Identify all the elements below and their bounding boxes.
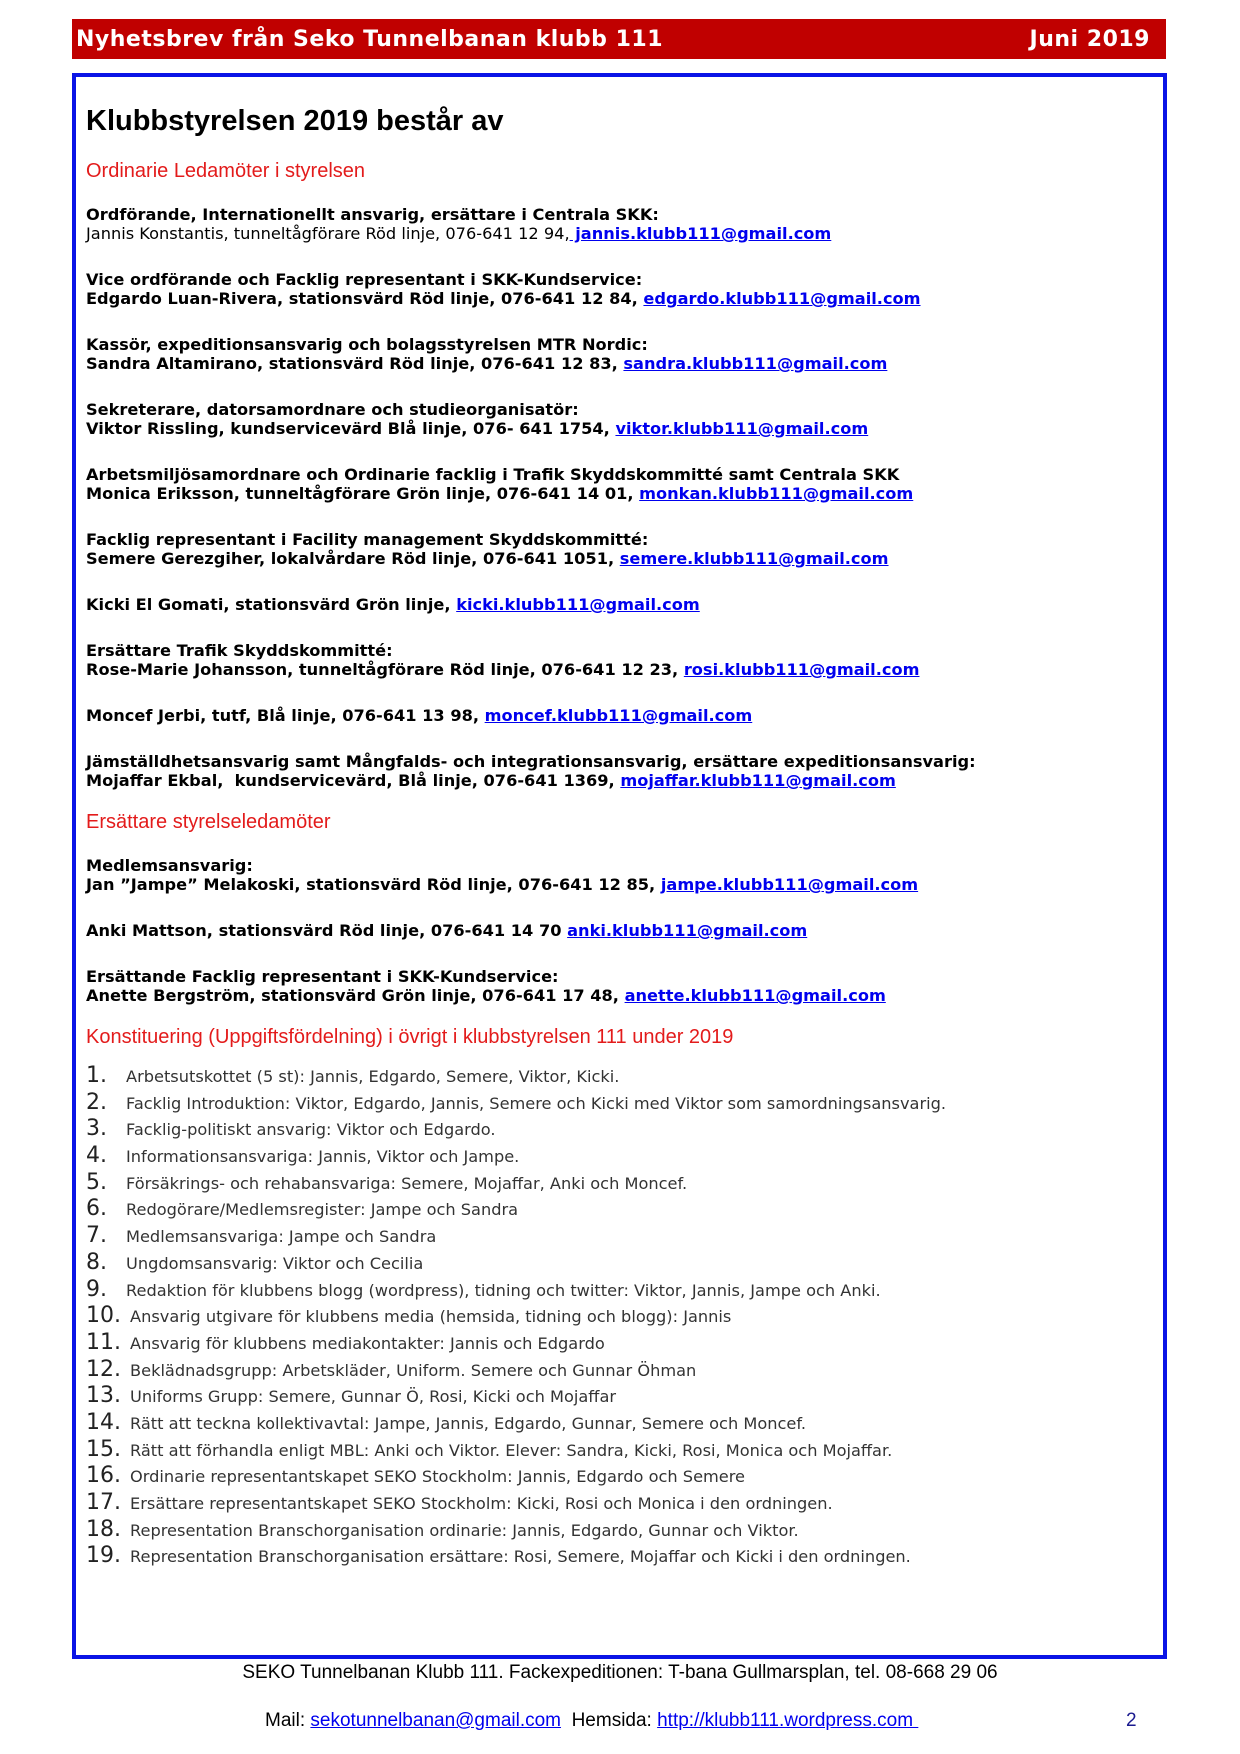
task-number: 12. bbox=[86, 1356, 121, 1382]
task-item bbox=[86, 1543, 1155, 1570]
member-email-link[interactable]: anki.klubb111@gmail.com bbox=[567, 921, 808, 940]
section-heading-ordinarie: Ordinarie Ledamöter i styrelsen bbox=[86, 160, 366, 182]
task-number: 17. bbox=[86, 1490, 121, 1515]
task-number: 1. bbox=[86, 1063, 107, 1088]
member-role: Medlemsansvarig: bbox=[86, 856, 253, 875]
member-role: Kassör, expeditionsansvarig och bolagsstyrelsen MTR Nordic: bbox=[86, 335, 648, 354]
task-number: 14. bbox=[86, 1409, 121, 1435]
task-text: Uniforms Grupp: Semere, Gunnar Ö, Rosi, Kicki och Mojaffar bbox=[130, 1387, 617, 1407]
footer-address: SEKO Tunnelbanan Klubb 111. Fackexpeditionen: T-bana Gullmarsplan, tel. 08-668 29 06 bbox=[242, 1662, 998, 1683]
member-email-link[interactable]: sandra.klubb111@gmail.com bbox=[623, 354, 888, 373]
member-details: Anette Bergström, stationsvärd Grön linje, 076-641 17 48, bbox=[86, 986, 625, 1005]
task-number: 8. bbox=[86, 1249, 107, 1275]
task-item bbox=[86, 1463, 1155, 1490]
task-text: Ansvarig utgivare för klubbens media (hemsida, tidning och blogg): Jannis bbox=[130, 1307, 732, 1327]
task-text: Ersättare representantskapet SEKO Stockholm: Kicki, Rosi och Monica i den ordningen. bbox=[130, 1494, 833, 1513]
task-text: Representation Branschorganisation ersättare: Rosi, Semere, Mojaffar och Kicki i den ordningen. bbox=[130, 1547, 911, 1567]
member-details: Jan ”Jampe” Melakoski, stationsvärd Röd linje, 076-641 12 85, bbox=[86, 875, 661, 894]
member-details: Viktor Rissling, kundservicevärd Blå linje, 076- 641 1754, bbox=[86, 419, 616, 438]
member-entry bbox=[86, 856, 1155, 894]
task-number: 6. bbox=[86, 1196, 107, 1222]
task-number: 9. bbox=[86, 1276, 107, 1302]
task-item bbox=[86, 1223, 1155, 1250]
task-text: Informationsansvariga: Jannis, Viktor och Jampe. bbox=[126, 1147, 520, 1167]
member-entry bbox=[86, 967, 1155, 1005]
member-email-link[interactable]: jannis.klubb111@gmail.com bbox=[569, 224, 832, 243]
member-role: Ordförande, Internationellt ansvarig, ersättare i Centrala SKK: bbox=[86, 205, 659, 224]
member-details: Edgardo Luan-Rivera, stationsvärd Röd linje, 076-641 12 84, bbox=[86, 289, 644, 308]
task-text: Representation Branschorganisation ordinarie: Jannis, Edgardo, Gunnar och Viktor. bbox=[130, 1520, 799, 1540]
member-details: Mojaffar Ekbal, kundservicevärd, Blå linje, 076-641 1369, bbox=[86, 771, 621, 790]
page-number: 2 bbox=[1126, 1710, 1137, 1731]
task-item bbox=[86, 1277, 1155, 1304]
member-details: Anki Mattson, stationsvärd Röd linje, 076-641 14 70 bbox=[86, 921, 568, 940]
page-title: Klubbstyrelsen 2019 består av bbox=[86, 105, 504, 137]
member-details: Rose-Marie Johansson, tunneltågförare Röd linje, 076-641 12 23, bbox=[86, 660, 684, 679]
task-item bbox=[86, 1116, 1155, 1143]
member-role: Jämställdhetsansvarig samt Mångfalds- och integrationsansvarig, ersättare expeditionsansvarig: bbox=[86, 752, 976, 771]
task-item bbox=[86, 1437, 1155, 1464]
task-item bbox=[86, 1196, 1155, 1223]
task-item bbox=[86, 1410, 1155, 1437]
member-role: Ersättare Trafik Skyddskommitté: bbox=[86, 641, 393, 660]
member-email-link[interactable]: moncef.klubb111@gmail.com bbox=[484, 706, 753, 725]
content-frame bbox=[72, 73, 1167, 1659]
task-text: Beklädnadsgrupp: Arbetskläder, Uniform. Semere och Gunnar Öhman bbox=[130, 1360, 697, 1380]
task-number: 7. bbox=[86, 1223, 107, 1249]
footer-site-label: Hemsida: bbox=[561, 1710, 658, 1731]
member-email-link[interactable]: anette.klubb111@gmail.com bbox=[624, 986, 886, 1005]
task-number: 2. bbox=[86, 1089, 107, 1115]
member-entry bbox=[86, 752, 1155, 790]
member-entry bbox=[86, 335, 1155, 373]
task-text: Rätt att teckna kollektivavtal: Jampe, Jannis, Edgardo, Gunnar, Semere och Moncef. bbox=[130, 1413, 807, 1433]
task-item bbox=[86, 1090, 1155, 1117]
task-number: 19. bbox=[86, 1543, 121, 1569]
member-details: Kicki El Gomati, stationsvärd Grön linje, bbox=[86, 595, 457, 614]
task-text: Redaktion för klubbens blogg (wordpress), tidning och twitter: Viktor, Jannis, Jampe och Anki. bbox=[126, 1280, 881, 1300]
task-number: 18. bbox=[86, 1516, 121, 1542]
task-number: 4. bbox=[86, 1143, 107, 1169]
task-item bbox=[86, 1063, 1155, 1090]
task-text: Facklig Introduktion: Viktor, Edgardo, Jannis, Semere och Kicki med Viktor som samordningsansvarig. bbox=[126, 1093, 947, 1113]
member-email-link[interactable]: mojaffar.klubb111@gmail.com bbox=[620, 771, 896, 790]
member-entry bbox=[86, 530, 1155, 568]
task-item bbox=[86, 1250, 1155, 1277]
task-text: Facklig-politiskt ansvarig: Viktor och Edgardo. bbox=[126, 1120, 496, 1140]
member-role: Vice ordförande och Facklig representant i SKK-Kundservice: bbox=[86, 270, 643, 289]
section-heading-ersattare: Ersättare styrelseledamöter bbox=[86, 811, 331, 833]
member-entry bbox=[86, 465, 1155, 503]
member-entry bbox=[86, 706, 1155, 725]
task-item bbox=[86, 1357, 1155, 1384]
task-item bbox=[86, 1303, 1155, 1330]
footer-mail-label: Mail: bbox=[265, 1710, 311, 1731]
member-role: Arbetsmiljösamordnare och Ordinarie facklig i Trafik Skyddskommitté samt Centrala SKK bbox=[86, 465, 900, 484]
task-number: 10. bbox=[86, 1303, 121, 1329]
ersattare-members-list bbox=[86, 856, 1155, 1005]
task-number: 5. bbox=[86, 1169, 107, 1195]
member-details: Monica Eriksson, tunneltågförare Grön linje, 076-641 14 01, bbox=[86, 484, 640, 503]
member-email-link[interactable]: semere.klubb111@gmail.com bbox=[619, 549, 889, 568]
member-details: Semere Gerezgiher, lokalvårdare Röd linje, 076-641 1051, bbox=[86, 549, 620, 568]
task-number: 11. bbox=[86, 1329, 121, 1355]
member-email-link[interactable]: viktor.klubb111@gmail.com bbox=[615, 419, 869, 438]
member-role: Sekreterare, datorsamordnare och studieorganisatör: bbox=[86, 400, 579, 419]
member-entry bbox=[86, 270, 1155, 308]
content-body bbox=[86, 105, 1155, 1570]
task-number: 16. bbox=[86, 1463, 121, 1489]
task-number: 13. bbox=[86, 1383, 121, 1409]
task-number: 3. bbox=[86, 1116, 107, 1142]
task-item bbox=[86, 1143, 1155, 1170]
newsletter-header bbox=[72, 19, 1166, 59]
member-entry bbox=[86, 641, 1155, 679]
member-email-link[interactable]: rosi.klubb111@gmail.com bbox=[683, 660, 920, 679]
member-email-link[interactable]: jampe.klubb111@gmail.com bbox=[660, 875, 919, 894]
task-item bbox=[86, 1170, 1155, 1197]
task-item bbox=[86, 1490, 1155, 1517]
task-text: Redogörare/Medlemsregister: Jampe och Sandra bbox=[126, 1200, 519, 1220]
task-text: Försäkrings- och rehabansvariga: Semere, Mojaffar, Anki och Moncef. bbox=[126, 1173, 688, 1193]
task-text: Rätt att förhandla enligt MBL: Anki och Viktor. Elever: Sandra, Kicki, Rosi, Monica och Mojaffar. bbox=[130, 1440, 893, 1460]
task-text: Ansvarig för klubbens mediakontakter: Jannis och Edgardo bbox=[130, 1333, 605, 1353]
member-role: Ersättande Facklig representant i SKK-Kundservice: bbox=[86, 967, 559, 986]
footer-site-link[interactable]: http://klubb111.wordpress.com bbox=[657, 1710, 919, 1731]
member-entry bbox=[86, 921, 1155, 940]
footer-mail-link[interactable]: sekotunnelbanan@gmail.com bbox=[310, 1710, 562, 1731]
footer-contact bbox=[265, 1710, 918, 1732]
member-email-link[interactable]: kicki.klubb111@gmail.com bbox=[456, 595, 700, 614]
member-entry bbox=[86, 595, 1155, 614]
task-item bbox=[86, 1383, 1155, 1410]
task-number: 15. bbox=[86, 1436, 121, 1462]
member-details: Sandra Altamirano, stationsvärd Röd linje, 076-641 12 83, bbox=[86, 354, 624, 373]
newsletter-title: Nyhetsbrev från Seko Tunnelbanan klubb 111 bbox=[76, 26, 664, 52]
member-details: Jannis Konstantis, tunneltågförare Röd linje, 076-641 12 94, bbox=[86, 224, 570, 243]
task-text: Ordinarie representantskapet SEKO Stockholm: Jannis, Edgardo och Semere bbox=[130, 1467, 746, 1487]
task-list bbox=[86, 1063, 1155, 1570]
task-text: Arbetsutskottet (5 st): Jannis, Edgardo, Semere, Viktor, Kicki. bbox=[126, 1067, 620, 1086]
task-item bbox=[86, 1517, 1155, 1544]
member-role: Facklig representant i Facility management Skyddskommitté: bbox=[86, 530, 649, 549]
ordinarie-members-list bbox=[86, 205, 1155, 790]
member-entry bbox=[86, 400, 1155, 438]
member-email-link[interactable]: edgardo.klubb111@gmail.com bbox=[643, 289, 921, 308]
newsletter-date: Juni 2019 bbox=[1029, 26, 1150, 52]
member-entry bbox=[86, 205, 1155, 243]
section-heading-konstituering: Konstituering (Uppgiftsfördelning) i övrigt i klubbstyrelsen 111 under 2019 bbox=[86, 1026, 734, 1048]
task-item bbox=[86, 1330, 1155, 1357]
task-text: Ungdomsansvarig: Viktor och Cecilia bbox=[126, 1253, 424, 1273]
member-email-link[interactable]: monkan.klubb111@gmail.com bbox=[639, 484, 914, 503]
member-details: Moncef Jerbi, tutf, Blå linje, 076-641 13 98, bbox=[86, 706, 485, 725]
task-text: Medlemsansvariga: Jampe och Sandra bbox=[126, 1227, 437, 1247]
